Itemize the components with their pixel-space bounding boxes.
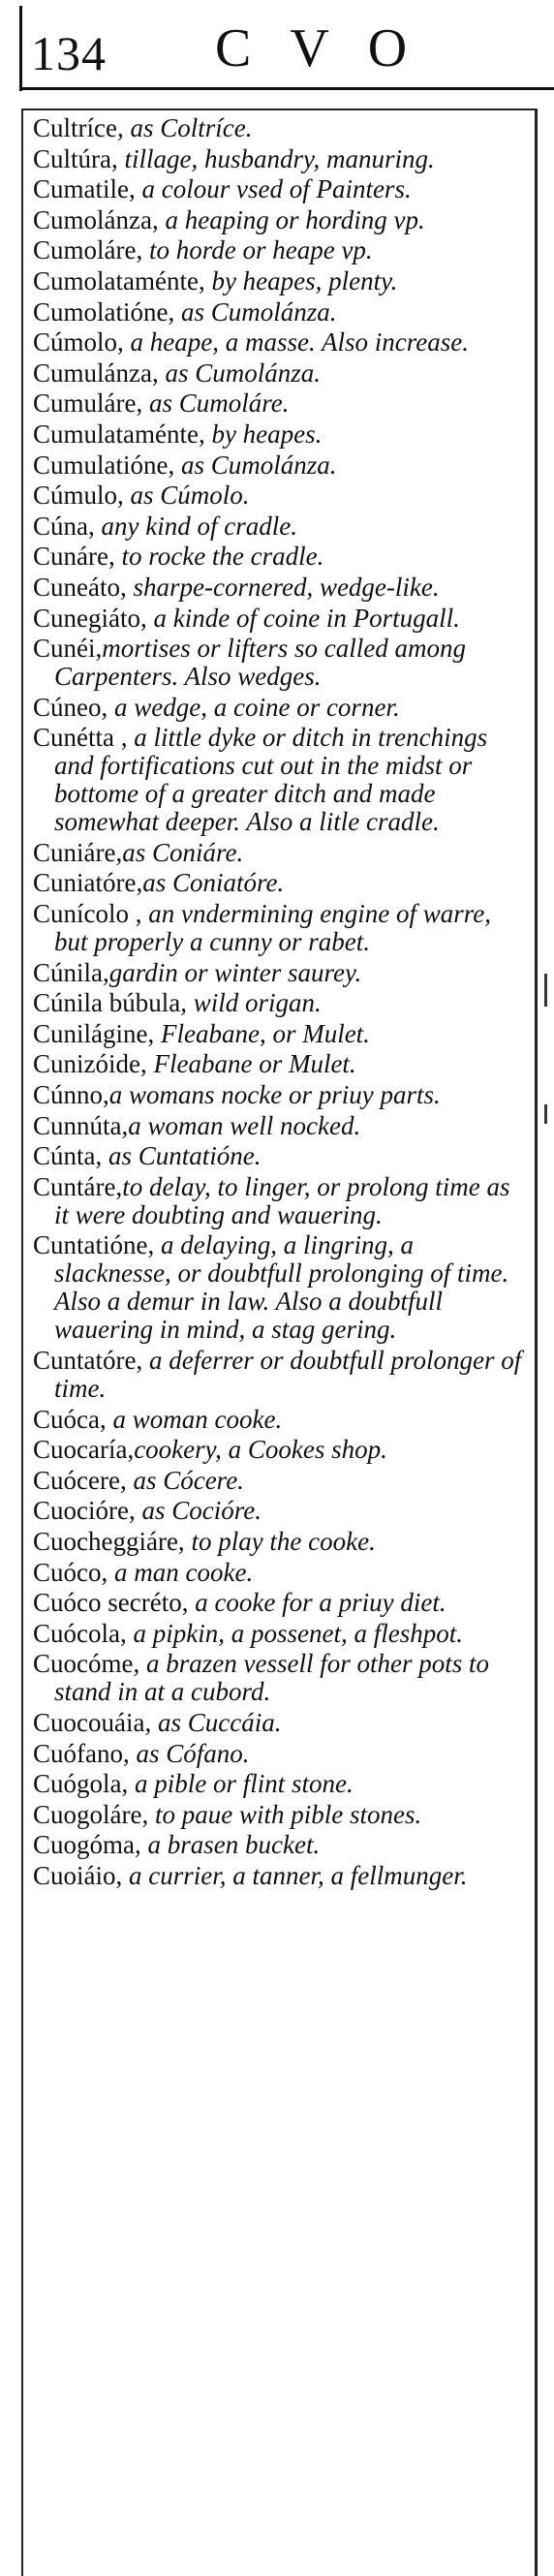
entry-definition: to delay, to linger, or prolong time as it were doubting and wauering. <box>54 1171 510 1229</box>
entry-headword: Cuocióre, <box>33 1496 136 1526</box>
entry-headword: Cuntatóre, <box>33 1346 143 1375</box>
column-frame-top <box>21 109 535 110</box>
entry-definition: a little dyke or ditch in trenchings and fortifications cut out in the midst or bottome of a greater ditch and made somewhat deeper. Also a litle cradle. <box>54 723 488 837</box>
entry-definition: a currier, a tanner, a fellmunger. <box>122 1860 468 1890</box>
entry-headword: Cumolatióne, <box>33 296 175 326</box>
entry-definition: gardin or winter saurey. <box>108 957 362 987</box>
dictionary-entry <box>33 543 527 571</box>
entry-headword: Cuogóma, <box>33 1830 141 1860</box>
entry-headword: Cuóco secréto, <box>33 1588 189 1618</box>
entry-headword: Cuocaría, <box>33 1435 135 1465</box>
dictionary-entry <box>33 1467 527 1495</box>
entry-headword: Cunéi, <box>33 634 103 664</box>
entry-headword: Cunizóide, <box>33 1049 147 1079</box>
dictionary-entry <box>33 1650 527 1706</box>
entry-definition: any kind of cradle. <box>94 511 297 541</box>
entry-definition: as Cumolánza. <box>158 357 321 388</box>
dictionary-entry <box>33 1231 527 1344</box>
entry-headword: Cumoláre, <box>33 235 143 265</box>
dictionary-entry <box>33 1406 527 1434</box>
dictionary-entry <box>33 635 527 691</box>
dictionary-entry <box>33 1081 527 1109</box>
entry-headword: Cúnila, <box>33 957 109 987</box>
dictionary-entry <box>33 389 527 418</box>
entry-headword: Cuócere, <box>33 1465 127 1495</box>
dictionary-entry <box>33 1831 527 1859</box>
margin-mark <box>544 974 547 1007</box>
entry-definition: to paue with pible stones. <box>148 1799 422 1829</box>
entry-headword: Cunícolo , <box>33 899 142 929</box>
entry-definition: tillage, husbandry, manuring. <box>117 143 435 173</box>
entry-headword: Cuneáto, <box>33 572 127 602</box>
entry-definition: a pipkin, a possenet, a fleshpot. <box>126 1618 463 1648</box>
dictionary-entry <box>33 1862 527 1890</box>
entry-definition: a woman cooke. <box>106 1404 283 1434</box>
entry-definition: to horde or heape vp. <box>142 235 373 265</box>
entry-definition: mortises or lifters so called among Carpenters. Also wedges. <box>54 634 466 692</box>
dictionary-entry <box>33 451 527 480</box>
dictionary-entries <box>33 114 527 1893</box>
entry-definition: cookery, a Cookes shop. <box>134 1435 387 1465</box>
dictionary-entry <box>33 1112 527 1140</box>
dictionary-entry <box>33 1142 527 1170</box>
entry-headword: Cúmulo, <box>33 481 124 511</box>
dictionary-entry <box>33 1050 527 1078</box>
entry-definition: a heaping or hording vp. <box>158 204 425 234</box>
entry-definition: wild origan. <box>186 988 322 1018</box>
dictionary-entry <box>33 605 527 633</box>
entry-headword: Cúmolo, <box>33 327 124 357</box>
entry-headword: Cuocóme, <box>33 1649 140 1679</box>
entry-headword: Cunáre, <box>33 542 115 572</box>
entry-headword: Cúneo, <box>33 692 108 722</box>
dictionary-entry <box>33 839 527 867</box>
entry-headword: Cuóca, <box>33 1404 107 1434</box>
entry-headword: Cunegiáto, <box>33 603 147 633</box>
dictionary-entry <box>33 1020 527 1048</box>
entry-headword: Cunilágine, <box>33 1018 155 1048</box>
entry-definition: by heapes. <box>204 419 323 449</box>
entry-definition: as Cumolánza. <box>174 450 337 480</box>
header-left-rule <box>19 6 22 91</box>
entry-headword: Cúnno, <box>33 1080 109 1110</box>
entry-headword: Cuófano, <box>33 1738 130 1768</box>
entry-definition: a deferrer or doubtfull prolonger of time. <box>54 1346 522 1403</box>
dictionary-entry <box>33 298 527 326</box>
dictionary-entry <box>33 869 527 897</box>
entry-definition: as Coltríce. <box>123 113 253 142</box>
entry-definition: a brazen vessell for other pots to stand in at a cubord. <box>54 1649 489 1707</box>
entry-definition: Fleabane or Mulet. <box>146 1049 356 1079</box>
dictionary-entry <box>33 1347 527 1403</box>
entry-headword: Cunétta , <box>33 723 128 753</box>
entry-definition: a cooke for a priuy diet. <box>188 1588 446 1618</box>
entry-headword: Cuniáre, <box>33 837 123 867</box>
dictionary-entry <box>33 1436 527 1464</box>
dictionary-entry <box>33 1770 527 1798</box>
entry-definition: a heape, a masse. Also increase. <box>123 327 469 357</box>
entry-headword: Cumulánza, <box>33 357 159 388</box>
entry-headword: Cuocouáia, <box>33 1707 152 1737</box>
entry-headword: Cuntatióne, <box>33 1230 155 1260</box>
entry-definition: as Cumolánza. <box>174 296 337 326</box>
entry-headword: Cumolánza, <box>33 204 159 234</box>
entry-definition: a delaying, a lingring, a slacknesse, or doubtfull prolonging of time. Also a demur in law. Also a doubtfull wauering in mind, a stag gering. <box>54 1230 509 1345</box>
dictionary-entry <box>33 175 527 203</box>
entry-headword: Cumuláre, <box>33 388 143 419</box>
entry-definition: a brasen bucket. <box>140 1830 321 1860</box>
dictionary-entry <box>33 1528 527 1556</box>
dictionary-entry <box>33 145 527 173</box>
entry-definition: as Cócere. <box>126 1465 244 1495</box>
entry-headword: Cuócola, <box>33 1618 127 1648</box>
entry-headword: Cunnúta, <box>33 1110 129 1140</box>
entry-headword: Cumulatióne, <box>33 450 175 480</box>
entry-headword: Cuógola, <box>33 1769 129 1799</box>
dictionary-entry <box>33 1709 527 1737</box>
dictionary-entry <box>33 359 527 388</box>
entry-definition: a man cooke. <box>108 1557 254 1587</box>
dictionary-entry <box>33 694 527 722</box>
entry-definition: a wedge, a coine or corner. <box>108 692 400 722</box>
dictionary-entry <box>33 420 527 449</box>
entry-definition: as Coniáre. <box>122 837 244 867</box>
entry-headword: Cuocheggiáre, <box>33 1526 185 1556</box>
entry-definition: as Cuntatióne. <box>102 1141 262 1171</box>
dictionary-entry <box>33 114 527 142</box>
dictionary-entry <box>33 724 527 836</box>
entry-definition: to play the cooke. <box>184 1526 376 1556</box>
entry-definition: by heapes, plenty. <box>204 265 398 295</box>
column-frame-left <box>21 109 23 2576</box>
dictionary-entry <box>33 574 527 602</box>
page-number: 134 <box>31 26 107 80</box>
dictionary-entry <box>33 989 527 1017</box>
dictionary-entry <box>33 1497 527 1525</box>
entry-headword: Cultúra, <box>33 143 118 173</box>
dictionary-entry <box>33 1801 527 1829</box>
entry-definition: a womans nocke or priuy parts. <box>108 1080 441 1110</box>
entry-definition: a kinde of coine in Portugall. <box>146 603 460 633</box>
dictionary-entry <box>33 328 527 357</box>
entry-definition: Fleabane, or Mulet. <box>154 1018 370 1048</box>
dictionary-entry <box>33 900 527 956</box>
entry-headword: Cumulataménte, <box>33 419 205 449</box>
entry-headword: Cuniatóre, <box>33 868 143 898</box>
entry-headword: Cuoiáio, <box>33 1860 123 1890</box>
header-bottom-rule <box>19 87 554 90</box>
entry-headword: Cumolataménte, <box>33 265 205 295</box>
entry-headword: Cúna, <box>33 511 95 541</box>
dictionary-entry <box>33 267 527 295</box>
dictionary-entry <box>33 1589 527 1617</box>
entry-definition: as Cófano. <box>129 1738 250 1768</box>
entry-definition: a pible or flint stone. <box>128 1769 354 1799</box>
dictionary-entry <box>33 1620 527 1648</box>
entry-headword: Cultríce, <box>33 113 124 142</box>
entry-definition: sharpe-cornered, wedge-like. <box>126 572 440 602</box>
entry-headword: Cuóco, <box>33 1557 108 1587</box>
entry-definition: to rocke the cradle. <box>114 542 324 572</box>
entry-headword: Cúnila búbula, <box>33 988 187 1018</box>
dictionary-entry <box>33 1740 527 1768</box>
entry-headword: Cuntáre, <box>33 1171 123 1201</box>
running-head: CVO <box>215 18 446 78</box>
dictionary-entry <box>33 959 527 987</box>
entry-headword: Cumatile, <box>33 174 136 204</box>
dictionary-entry <box>33 236 527 264</box>
entry-headword: Cuogoláre, <box>33 1799 149 1829</box>
dictionary-entry <box>33 206 527 234</box>
entry-definition: as Coniatóre. <box>142 868 285 898</box>
entry-definition: as Cúmolo. <box>123 481 250 511</box>
column-frame-right <box>535 109 538 2576</box>
dictionary-entry <box>33 481 527 510</box>
dictionary-entry <box>33 1559 527 1587</box>
entry-headword: Cúnta, <box>33 1141 103 1171</box>
page-header <box>10 6 544 81</box>
entry-definition: as Cocióre. <box>135 1496 262 1526</box>
margin-mark <box>544 1104 547 1124</box>
entry-definition: as Cumoláre. <box>142 388 290 419</box>
entry-definition: a woman well nocked. <box>128 1110 361 1140</box>
entry-definition: as Cuccáia. <box>151 1707 282 1737</box>
entry-definition: an vndermining engine of warre, but properly a cunny or rabet. <box>54 899 491 957</box>
entry-definition: a colour vsed of Painters. <box>135 174 412 204</box>
dictionary-entry <box>33 1173 527 1229</box>
dictionary-entry <box>33 512 527 541</box>
